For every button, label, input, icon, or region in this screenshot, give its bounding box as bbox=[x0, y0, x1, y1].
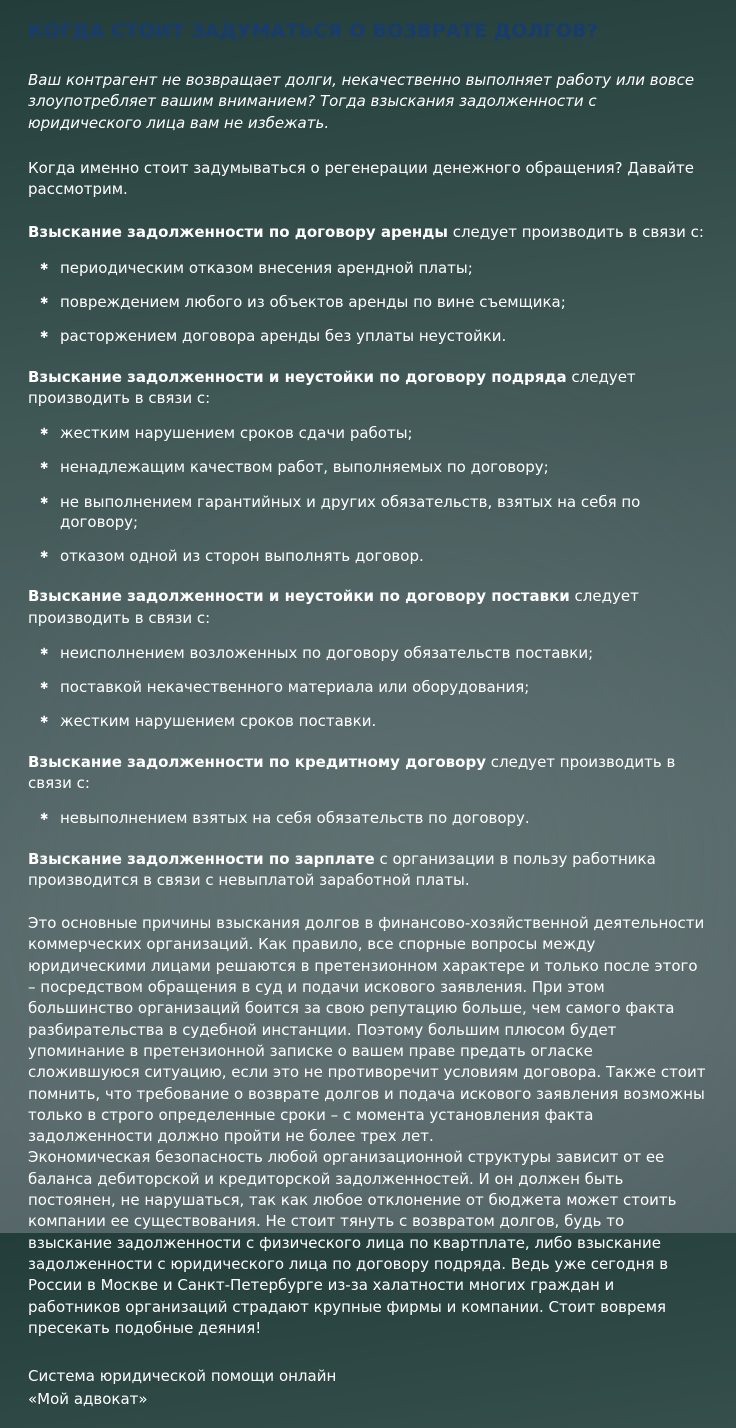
section-heading-supply-rest: следует производить в связи с: bbox=[28, 587, 639, 627]
list-item bbox=[40, 492, 706, 533]
asterisk-bullet-icon: ✱ bbox=[40, 296, 49, 308]
list-item-text: отказом одной из сторон выполнять договор. bbox=[60, 547, 424, 566]
bullet-list-credit bbox=[28, 808, 706, 828]
asterisk-bullet-icon: ✱ bbox=[40, 261, 49, 273]
list-item-text: неисполнением возложенных по договору обязательств поставки; bbox=[60, 643, 594, 662]
list-item bbox=[40, 292, 706, 312]
section-heading-credit-rest: следует производить в связи с: bbox=[28, 752, 676, 793]
asterisk-bullet-icon: ✱ bbox=[40, 427, 49, 439]
section-heading-credit-bold: Взыскание задолженности по кредитному договору bbox=[28, 752, 486, 771]
footer-line-brand: «Мой адвокат» bbox=[28, 1389, 148, 1408]
asterisk-bullet-icon: ✱ bbox=[40, 550, 49, 562]
list-item-text: расторжением договора аренды без уплаты неустойки. bbox=[60, 327, 507, 346]
bullet-list-contract-work bbox=[28, 423, 706, 566]
section-heading-supply bbox=[28, 586, 706, 629]
section-heading-rent-bold: Взыскание задолженности по договору аренды bbox=[28, 223, 448, 242]
footer bbox=[28, 1365, 706, 1410]
list-item bbox=[40, 643, 706, 663]
body-text-block bbox=[28, 913, 706, 1339]
list-item-text: невыполнением взятых на себя обязательств по договору. bbox=[60, 809, 530, 828]
asterisk-bullet-icon: ✱ bbox=[40, 681, 49, 693]
list-item bbox=[40, 457, 706, 477]
asterisk-bullet-icon: ✱ bbox=[40, 461, 49, 473]
lead-paragraph: Когда именно стоит задумываться о регенерации денежного обращения? Давайте рассмотрим. bbox=[28, 158, 694, 199]
footer-line-service: Система юридической помощи онлайн bbox=[28, 1367, 337, 1386]
list-item bbox=[40, 711, 706, 731]
section-salary-rest: с организации в пользу работника производится в связи с невыплатой заработной платы. bbox=[28, 849, 656, 889]
asterisk-bullet-icon: ✱ bbox=[40, 495, 49, 507]
section-heading-rent bbox=[28, 222, 706, 243]
section-salary bbox=[28, 849, 706, 892]
body-paragraph-1: Это основные причины взыскания долгов в финансово-хозяйственной деятельности коммерческих организаций. Как правило, все спорные вопросы между юридическими лицами решаются в претензионном характере и только после этого – посредством обращения в суд и подачи искового заявления. При этом большинство организаций боится за свою репутацию больше, чем самого факта разбирательства в судебной инстанции. Поэтому большим плюсом будет упоминание в претензионной записке о вашем праве предать огласке сложившуюся ситуацию, если это не противоречит условиям договора. Также стоит помнить, что требование о возврате долгов и подача искового заявления возможны только в строго определенные сроки – с момента установления факта задолженности должно пройти не более трех лет. bbox=[28, 914, 706, 1146]
section-heading-supply-bold: Взыскание задолженности и неустойки по договору поставки bbox=[28, 587, 570, 606]
section-heading-contract-work-rest: следует производить в связи с: bbox=[28, 367, 636, 407]
page-title: КОГДА СТОИТ ЗАДУМАТЬСЯ О ВОЗВРАТЕ ДОЛГОВ? bbox=[28, 20, 598, 42]
list-item-text: поставкой некачественного материала или оборудования; bbox=[60, 678, 530, 697]
bullet-list-supply bbox=[28, 643, 706, 732]
section-salary-bold: Взыскание задолженности по зарплате bbox=[28, 849, 375, 868]
asterisk-bullet-icon: ✱ bbox=[40, 646, 49, 658]
list-item-text: жестким нарушением сроков сдачи работы; bbox=[60, 424, 413, 443]
asterisk-bullet-icon: ✱ bbox=[40, 330, 49, 342]
list-item bbox=[40, 546, 706, 566]
intro-paragraph: Ваш контрагент не возвращает долги, некачественно выполняет работу или вовсе злоупотребляет вашим вниманием? Тогда взыскания задолженности с юридического лица вам не избежать. bbox=[28, 71, 695, 132]
list-item-text: ненадлежащим качеством работ, выполняемых по договору; bbox=[60, 458, 549, 477]
section-heading-credit bbox=[28, 752, 706, 795]
list-item bbox=[40, 326, 706, 346]
section-heading-rent-rest: следует производить в связи с: bbox=[447, 223, 704, 242]
list-item-text: повреждением любого из объектов аренды по вине съемщика; bbox=[60, 293, 566, 312]
asterisk-bullet-icon: ✱ bbox=[40, 715, 49, 727]
list-item bbox=[40, 677, 706, 697]
list-item bbox=[40, 808, 706, 828]
body-paragraph-2: Экономическая безопасность любой организационной структуры зависит от ее баланса дебиторской и кредиторской задолженностей. И он должен быть постоянен, не нарушаться, так как любое отклонение от бюджета может стоить компании ее существования. Не стоит тянуть с возвратом долгов, будь то взыскание задолженности с физического лица по квартплате, либо взыскание задолженности с юридического лица по договору подряда. Ведь уже сегодня в России в Москве и Санкт-Петербурге из-за халатности многих граждан и работников организаций страдают крупные фирмы и компании. Стоит вовремя пресекать подобные деяния! bbox=[28, 1148, 677, 1337]
list-item-text: периодическим отказом внесения арендной платы; bbox=[60, 258, 473, 277]
list-item-text: жестким нарушением сроков поставки. bbox=[60, 712, 377, 731]
list-item bbox=[40, 258, 706, 278]
asterisk-bullet-icon: ✱ bbox=[40, 812, 49, 824]
list-item-text: не выполнением гарантийных и других обязательств, взятых на себя по договору; bbox=[60, 492, 641, 531]
list-item bbox=[40, 423, 706, 443]
section-heading-contract-work-bold: Взыскание задолженности и неустойки по договору подряда bbox=[28, 367, 567, 386]
bullet-list-rent bbox=[28, 258, 706, 347]
section-heading-contract-work bbox=[28, 367, 706, 410]
